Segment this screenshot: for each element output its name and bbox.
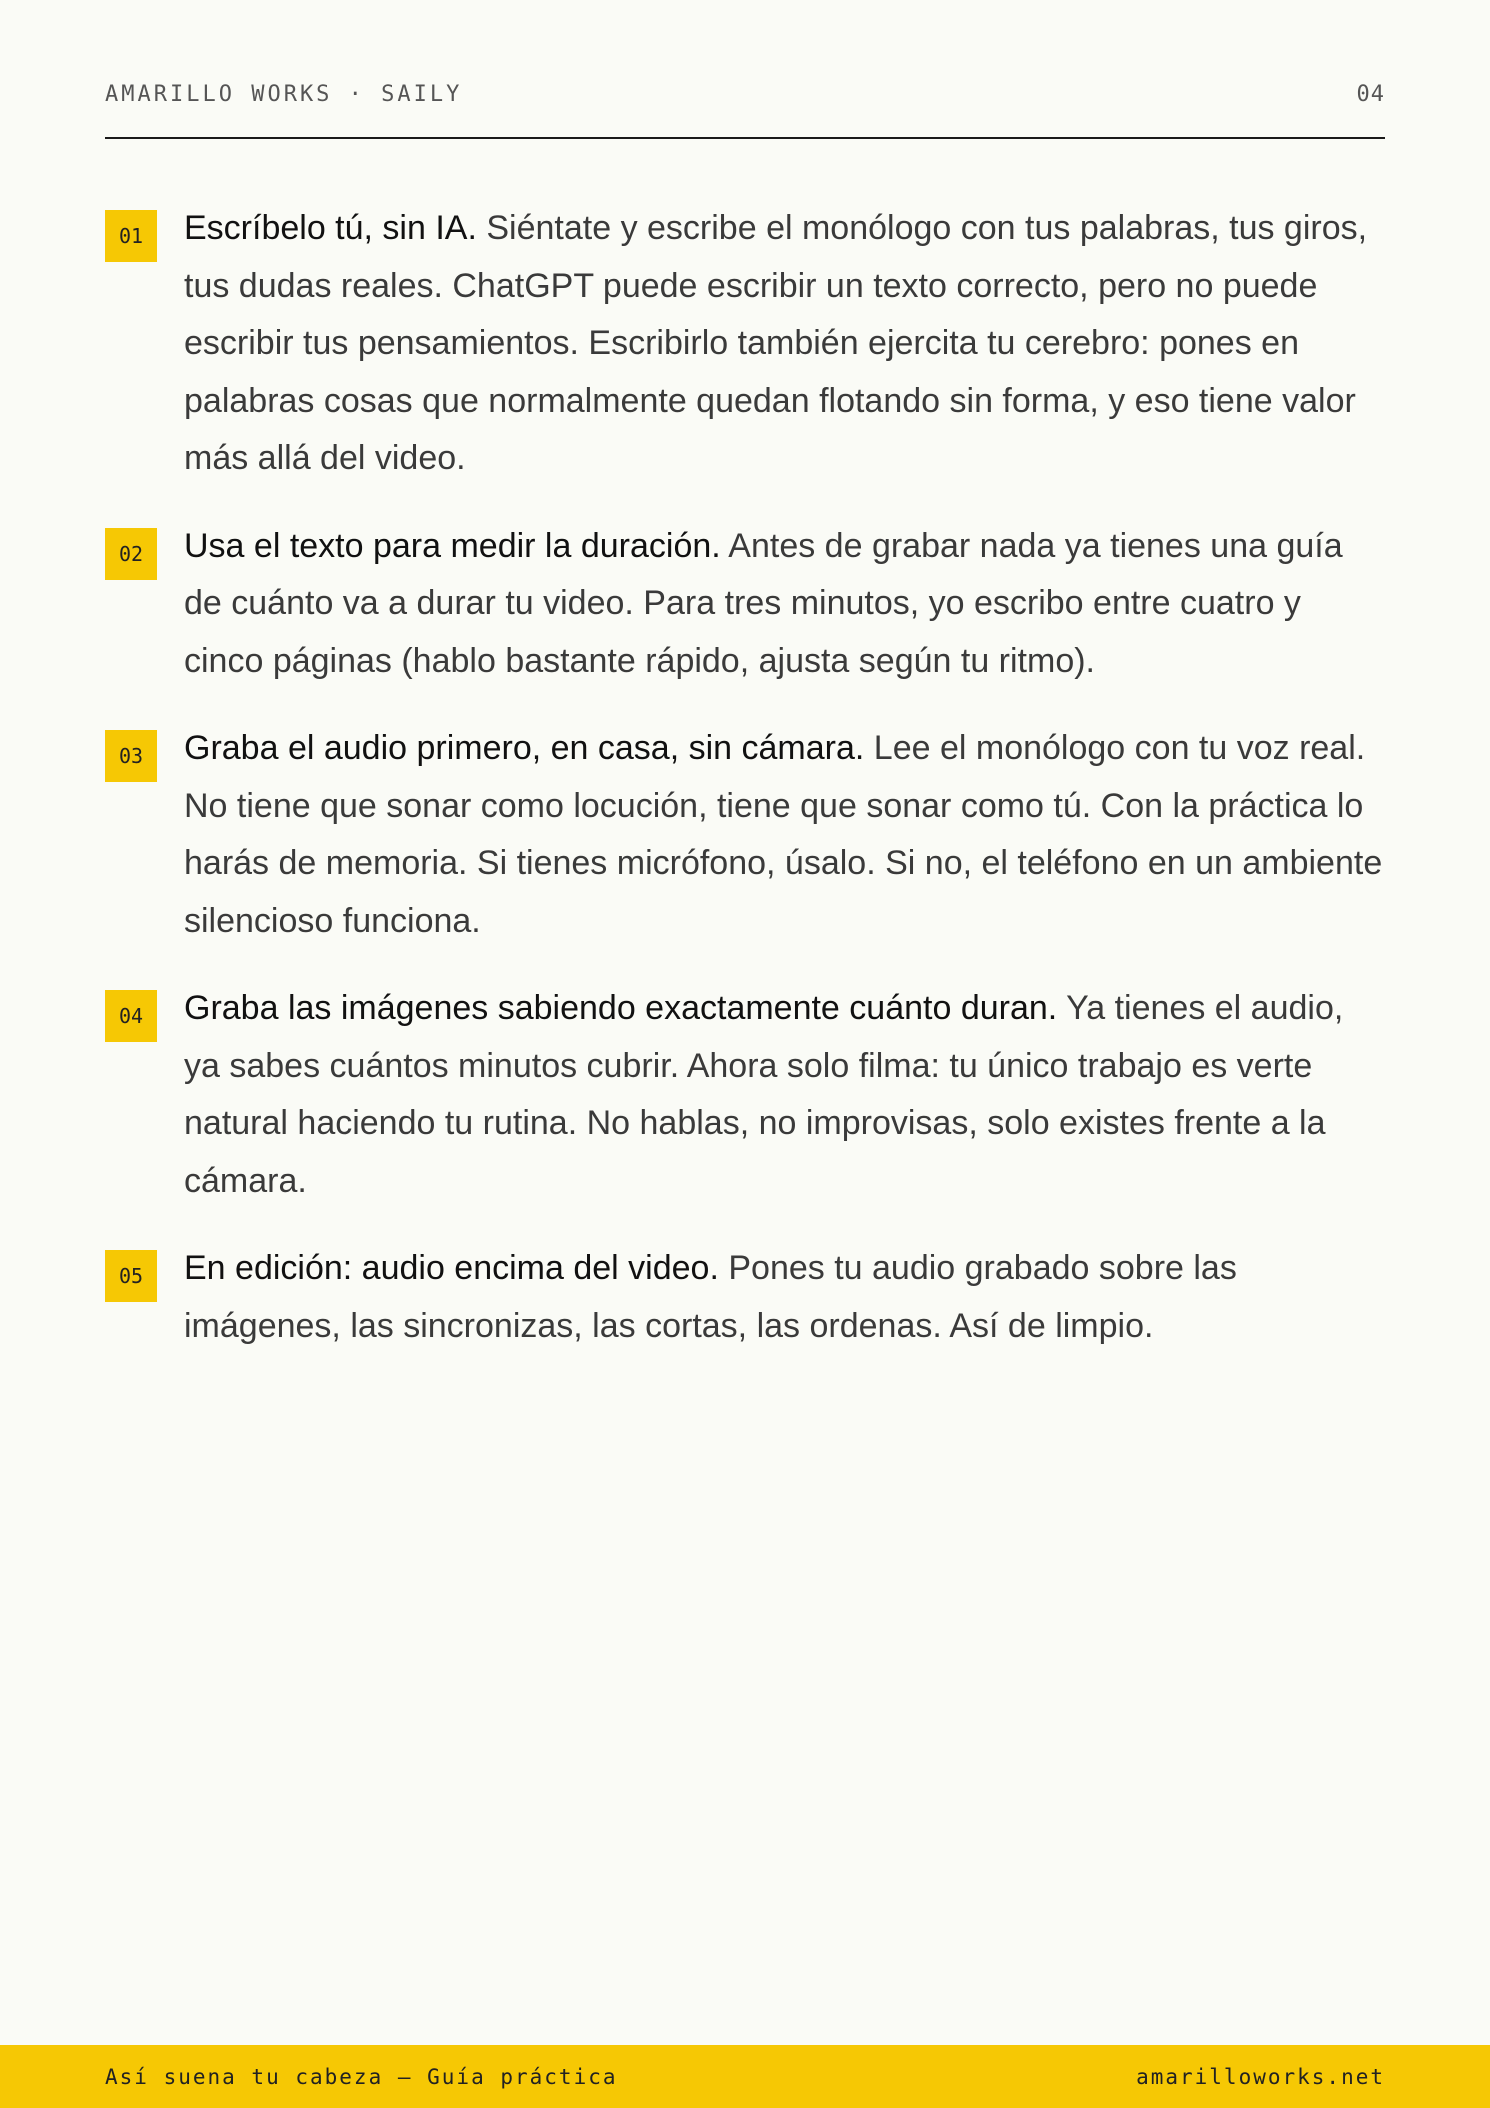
step-text: Pones tu audio grabado sobre las imágenes, las sincronizas, las cortas, las ordenas. Así de limpio. <box>184 1249 1237 1345</box>
list-item <box>105 200 1385 488</box>
step-lead: Escríbelo tú, sin IA. <box>184 209 477 247</box>
footer-title: Así suena tu cabeza — Guía práctica <box>105 2065 618 2089</box>
step-number-badge: 05 <box>105 1250 157 1302</box>
list-item <box>105 518 1385 691</box>
page-header <box>105 80 1385 139</box>
step-lead: En edición: audio encima del video. <box>184 1249 719 1287</box>
step-number-badge: 04 <box>105 990 157 1042</box>
step-number-badge: 03 <box>105 730 157 782</box>
page-footer <box>0 2045 1490 2108</box>
step-text: Siéntate y escribe el monólogo con tus palabras, tus giros, tus dudas reales. ChatGPT puede escribir un texto correcto, pero no puede escribir tus pensamientos. Escribirlo también ejercita tu cerebro: pones en palabras cosas que normalmente quedan flotando sin forma, y eso tiene valor más allá del video. <box>184 209 1368 477</box>
step-number-badge: 02 <box>105 528 157 580</box>
step-lead: Usa el texto para medir la duración. <box>184 526 721 565</box>
step-text: Ya tienes el audio, ya sabes cuántos minutos cubrir. Ahora solo filma: tu único trabajo es verte natural haciendo tu rutina. No hablas, no improvisas, solo existes frente a la cámara. <box>184 989 1344 1200</box>
list-item <box>105 1240 1385 1355</box>
header-brand: AMARILLO WORKS · SAILY <box>105 82 463 107</box>
step-lead: Graba las imágenes sabiendo exactamente cuánto duran. <box>184 989 1058 1027</box>
step-text: Lee el monólogo con tu voz real. No tiene que sonar como locución, tiene que sonar como tú. Con la práctica lo harás de memoria. Si tienes micrófono, úsalo. Si no, el teléfono en un ambiente silencioso funciona. <box>184 729 1383 940</box>
step-text: Antes de grabar nada ya tienes una guía de cuánto va a durar tu video. Para tres minutos, yo escribo entre cuatro y cinco páginas (hablo bastante rápido, ajusta según tu ritmo). <box>184 526 1343 680</box>
footer-website: amarilloworks.net <box>1136 2065 1385 2089</box>
list-item <box>105 720 1385 950</box>
step-lead: Graba el audio primero, en casa, sin cámara. <box>184 729 865 767</box>
page-number: 04 <box>1356 82 1385 107</box>
list-item <box>105 980 1385 1210</box>
step-number-badge: 01 <box>105 210 157 262</box>
steps-list <box>105 200 1385 1385</box>
